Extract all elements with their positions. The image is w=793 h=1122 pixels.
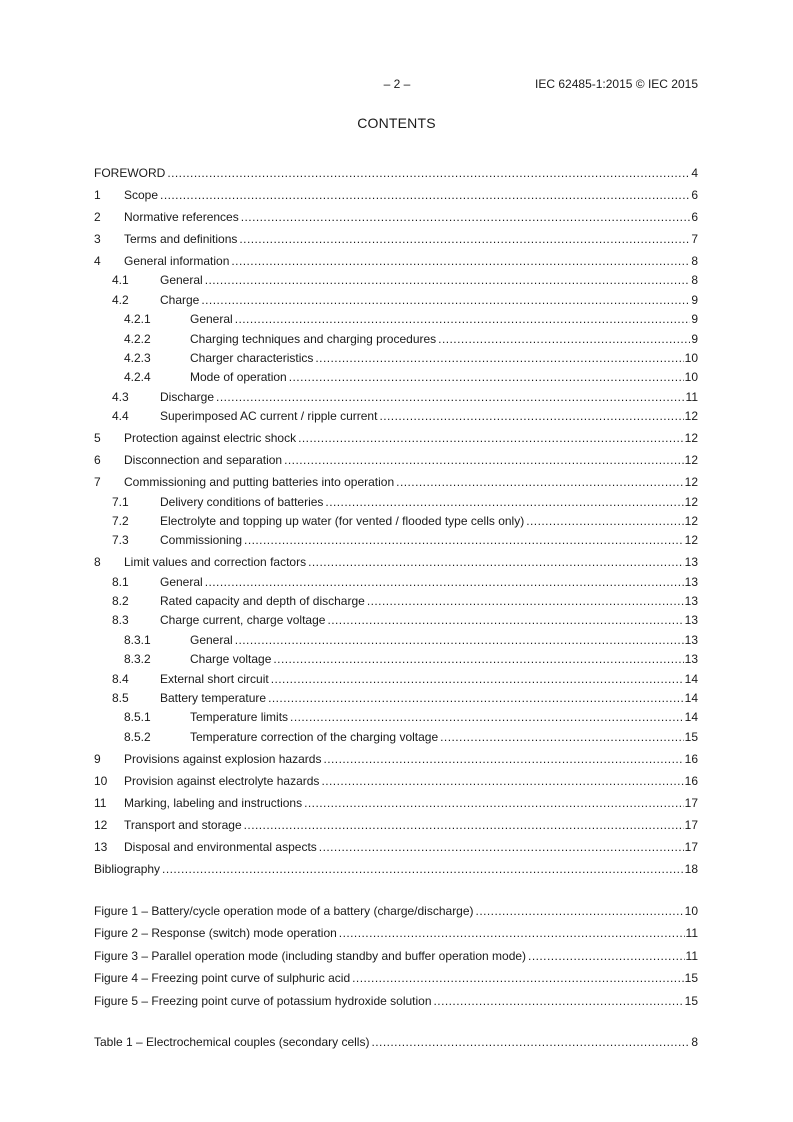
- dot-leader: [167, 166, 690, 180]
- dot-leader: [327, 613, 683, 627]
- figure-entry[interactable]: [94, 940, 698, 963]
- toc-entry-title: Charge current, charge voltage: [160, 613, 326, 628]
- toc-entry-title: General information: [124, 254, 230, 268]
- toc-entry-page: 10: [684, 903, 698, 918]
- toc-entry-title: Temperature correction of the charging voltage: [190, 729, 439, 744]
- toc-entry-page: 4: [691, 166, 698, 180]
- dot-leader: [231, 254, 690, 268]
- toc-entry-number: 4.2.3: [124, 350, 151, 365]
- figure-entry[interactable]: [94, 985, 698, 1008]
- dot-leader: [321, 774, 683, 788]
- toc-entry-page: 13: [684, 594, 698, 609]
- dot-leader: [205, 575, 684, 589]
- toc-entry-title: Disposal and environmental aspects: [124, 839, 317, 854]
- table-entry[interactable]: [94, 1027, 698, 1049]
- toc-entry[interactable]: [94, 788, 698, 810]
- toc-entry-number: 4: [94, 254, 101, 268]
- toc-entry-page: 13: [684, 632, 698, 647]
- figure-entry[interactable]: [94, 895, 698, 918]
- toc-entry[interactable]: [94, 627, 698, 646]
- dot-leader: [528, 949, 684, 963]
- toc-entry-title: General: [160, 273, 203, 288]
- toc-entry[interactable]: [94, 647, 698, 666]
- toc-entry[interactable]: [94, 810, 698, 832]
- toc-entry[interactable]: [94, 489, 698, 508]
- toc-entry[interactable]: [94, 705, 698, 724]
- toc-entry-number: 4.2.1: [124, 312, 151, 327]
- toc-entry-page: 18: [684, 861, 698, 876]
- dot-leader: [244, 533, 684, 547]
- toc-entry-number: 4.1: [112, 273, 129, 288]
- toc-entry-title: Bibliography: [94, 861, 161, 876]
- toc-entry-title: Charger characteristics: [190, 350, 314, 365]
- toc-entry-title: Commissioning and putting batteries into operation: [124, 475, 395, 490]
- toc-entry[interactable]: [94, 346, 698, 365]
- toc-entry-number: 5: [94, 431, 101, 446]
- toc-entry-page: 11: [685, 948, 698, 963]
- dot-leader: [241, 210, 691, 224]
- toc-entry-title: Disconnection and separation: [124, 453, 283, 468]
- toc-entry-title: Protection against electric shock: [124, 431, 297, 446]
- dot-leader: [205, 273, 691, 287]
- toc-entry-number: 3: [94, 232, 101, 246]
- toc-entry-title: Figure 4 – Freezing point curve of sulphuric acid: [94, 971, 351, 985]
- toc-entry-number: 4.2.4: [124, 370, 151, 385]
- toc-entry-title: Delivery conditions of batteries: [160, 494, 324, 509]
- toc-entry-title: FOREWORD: [94, 166, 166, 180]
- table-list: [94, 1027, 698, 1049]
- toc-entry[interactable]: [94, 509, 698, 528]
- toc-entry-page: 15: [684, 993, 698, 1008]
- toc-entry-page: 17: [684, 839, 698, 854]
- toc-entry-number: 4.2.2: [124, 331, 151, 346]
- toc-entry-title: Transport and storage: [124, 817, 242, 832]
- toc-entry-page: 12: [684, 494, 698, 509]
- toc-entry[interactable]: [94, 666, 698, 685]
- toc-entry-title: Figure 1 – Battery/cycle operation mode of a battery (charge/discharge): [94, 903, 474, 918]
- toc-entry-number: 2: [94, 210, 101, 224]
- toc-entry-number: 8.1: [112, 574, 129, 589]
- toc-list: [94, 158, 698, 876]
- toc-entry-title: Scope: [124, 188, 159, 202]
- toc-entry-page: 12: [684, 475, 698, 490]
- toc-entry-page: 14: [684, 671, 698, 686]
- toc-entry[interactable]: [94, 268, 698, 287]
- toc-entry[interactable]: [94, 547, 698, 569]
- dot-leader: [273, 652, 683, 666]
- dot-leader: [438, 332, 690, 346]
- toc-entry-page: 10: [684, 370, 698, 385]
- dot-leader: [396, 475, 683, 489]
- dot-leader: [160, 188, 690, 202]
- dot-leader: [268, 691, 684, 705]
- toc-entry[interactable]: [94, 246, 698, 268]
- toc-entry-number: 12: [94, 817, 108, 832]
- toc-entry[interactable]: [94, 365, 698, 384]
- toc-entry-page: 13: [684, 652, 698, 667]
- toc-entry-title: Figure 5 – Freezing point curve of potassium hydroxide solution: [94, 993, 432, 1008]
- dot-leader: [216, 390, 685, 404]
- toc-entry-number: 8.2: [112, 594, 129, 609]
- dot-leader: [298, 431, 684, 445]
- toc-entry[interactable]: [94, 202, 698, 224]
- toc-entry-page: 12: [684, 533, 698, 548]
- dot-leader: [323, 752, 683, 766]
- toc-entry-number: 1: [94, 188, 101, 202]
- toc-entry-page: 13: [684, 555, 698, 570]
- toc-entry-page: 14: [684, 691, 698, 706]
- toc-entry-page: 15: [684, 971, 698, 985]
- toc-entry-page: 8: [691, 254, 698, 268]
- toc-entry-page: 13: [684, 574, 698, 589]
- toc-entry-page: 11: [685, 926, 698, 940]
- dot-leader: [304, 796, 684, 810]
- toc-entry-page: 6: [691, 188, 698, 202]
- toc-entry-number: 7.1: [112, 494, 129, 509]
- standard-designation: IEC 62485-1:2015 © IEC 2015: [535, 77, 698, 91]
- toc-entry-number: 8.5: [112, 691, 129, 706]
- toc-entry[interactable]: [94, 445, 698, 467]
- toc-entry[interactable]: [94, 326, 698, 345]
- toc-entry-number: 8: [94, 555, 101, 570]
- toc-entry-title: Limit values and correction factors: [124, 555, 307, 570]
- toc-entry-page: 12: [684, 431, 698, 446]
- toc-entry[interactable]: [94, 744, 698, 766]
- toc-entry[interactable]: [94, 307, 698, 326]
- dot-leader: [440, 730, 684, 744]
- toc-entry[interactable]: [94, 832, 698, 854]
- toc-entry-number: 8.4: [112, 671, 129, 686]
- toc-entry-number: 7.2: [112, 513, 129, 528]
- toc-entry-number: 8.3.1: [124, 632, 151, 647]
- dot-leader: [319, 840, 684, 854]
- toc-entry-title: General: [190, 312, 233, 327]
- dot-leader: [339, 926, 685, 940]
- toc-entry-title: Normative references: [124, 210, 239, 224]
- toc-entry[interactable]: [94, 766, 698, 788]
- toc-entry[interactable]: [94, 724, 698, 743]
- toc-entry-page: 10: [684, 350, 698, 365]
- toc-entry-page: 9: [691, 292, 698, 307]
- toc-entry[interactable]: [94, 224, 698, 246]
- dot-leader: [284, 453, 684, 467]
- dot-leader: [315, 351, 683, 365]
- dot-leader: [235, 312, 691, 326]
- toc-entry-number: 9: [94, 751, 101, 766]
- toc-entry[interactable]: [94, 404, 698, 423]
- toc-entry[interactable]: [94, 423, 698, 445]
- dot-leader: [239, 232, 690, 246]
- dot-leader: [352, 971, 684, 985]
- toc-entry-title: Charging techniques and charging procedures: [190, 331, 437, 346]
- toc-entry[interactable]: [94, 854, 698, 876]
- dot-leader: [476, 904, 684, 918]
- toc-entry[interactable]: [94, 467, 698, 489]
- toc-entry-number: 8.5.2: [124, 729, 151, 744]
- dot-leader: [434, 994, 684, 1008]
- figure-entry[interactable]: [94, 963, 698, 986]
- toc-entry-number: 8.3.2: [124, 652, 151, 667]
- dot-leader: [162, 862, 684, 876]
- toc-entry-title: Battery temperature: [160, 691, 267, 706]
- dot-leader: [379, 409, 683, 423]
- toc-entry-page: 6: [691, 210, 698, 224]
- page-number: – 2 –: [383, 77, 411, 91]
- toc-entry-number: 13: [94, 839, 108, 854]
- toc-entry-page: 12: [684, 453, 698, 468]
- toc-entry-number: 4.4: [112, 409, 129, 424]
- toc-entry-page: 17: [684, 817, 698, 832]
- toc-entry-page: 14: [684, 710, 698, 725]
- figure-entry[interactable]: [94, 918, 698, 941]
- toc-entry-number: 7: [94, 475, 101, 490]
- toc-entry-page: 16: [684, 751, 698, 766]
- toc-entry-title: Terms and definitions: [124, 232, 238, 246]
- toc-entry-page: 13: [684, 613, 698, 628]
- toc-entry-number: 7.3: [112, 533, 129, 548]
- dot-leader: [526, 514, 683, 528]
- toc-entry[interactable]: [94, 528, 698, 547]
- toc-entry-title: Temperature limits: [190, 710, 289, 725]
- toc-entry-number: 10: [94, 773, 108, 788]
- toc-entry-number: 8.3: [112, 613, 129, 628]
- toc-entry-title: General: [160, 574, 203, 589]
- toc-entry-page: 8: [691, 273, 698, 288]
- toc-entry-title: Electrolyte and topping up water (for vented / flooded type cells only): [160, 513, 525, 528]
- toc-entry-title: Charge voltage: [190, 652, 272, 667]
- dot-leader: [235, 633, 684, 647]
- dot-leader: [325, 495, 683, 509]
- toc-entry-title: Discharge: [160, 389, 215, 404]
- toc-entry-title: Superimposed AC current / ripple current: [160, 409, 378, 424]
- toc-entry[interactable]: [94, 384, 698, 403]
- toc-entry-title: Marking, labeling and instructions: [124, 795, 303, 810]
- toc-entry-title: Figure 2 – Response (switch) mode operation: [94, 926, 337, 940]
- dot-leader: [244, 818, 684, 832]
- dot-leader: [201, 293, 690, 307]
- toc-entry-title: Mode of operation: [190, 370, 287, 385]
- toc-entry[interactable]: [94, 158, 698, 180]
- toc-entry[interactable]: [94, 686, 698, 705]
- toc-entry-title: Commissioning: [160, 533, 243, 548]
- toc-entry-page: 7: [691, 232, 698, 246]
- toc-entry-page: 17: [684, 795, 698, 810]
- toc-entry-title: Figure 3 – Parallel operation mode (including standby and buffer operation mode): [94, 948, 527, 963]
- toc-entry-title: Provisions against explosion hazards: [124, 751, 322, 766]
- toc-entry-title: Provision against electrolyte hazards: [124, 773, 320, 788]
- toc-entry-page: 12: [684, 513, 698, 528]
- dot-leader: [371, 1035, 690, 1049]
- toc-entry-number: 4.3: [112, 389, 129, 404]
- toc-entry-page: 8: [691, 1035, 698, 1049]
- page-header: [0, 77, 793, 93]
- dot-leader: [308, 555, 684, 569]
- toc-entry-title: Rated capacity and depth of discharge: [160, 594, 365, 609]
- contents-title: CONTENTS: [357, 115, 436, 131]
- toc-entry[interactable]: [94, 608, 698, 627]
- dot-leader: [367, 594, 684, 608]
- toc-entry-title: Charge: [160, 292, 200, 307]
- dot-leader: [289, 370, 684, 384]
- toc-entry[interactable]: [94, 180, 698, 202]
- toc-entry-page: 16: [684, 773, 698, 788]
- toc-entry-number: 6: [94, 453, 101, 468]
- toc-entry[interactable]: [94, 569, 698, 588]
- dot-leader: [290, 710, 684, 724]
- toc-entry-number: 8.5.1: [124, 710, 151, 725]
- toc-entry-page: 9: [691, 312, 698, 327]
- toc-entry-title: General: [190, 632, 233, 647]
- toc-entry-page: 12: [684, 409, 698, 424]
- toc-entry[interactable]: [94, 589, 698, 608]
- toc-entry-title: Table 1 – Electrochemical couples (secondary cells): [94, 1035, 370, 1049]
- toc-entry[interactable]: [94, 287, 698, 306]
- toc-entry-page: 15: [684, 729, 698, 744]
- toc-entry-page: 9: [691, 331, 698, 346]
- toc-entry-title: External short circuit: [160, 671, 269, 686]
- figure-list: [94, 895, 698, 1008]
- toc-entry-number: 11: [94, 795, 107, 810]
- toc-entry-page: 11: [685, 389, 698, 404]
- dot-leader: [271, 672, 684, 686]
- toc-entry-number: 4.2: [112, 292, 129, 307]
